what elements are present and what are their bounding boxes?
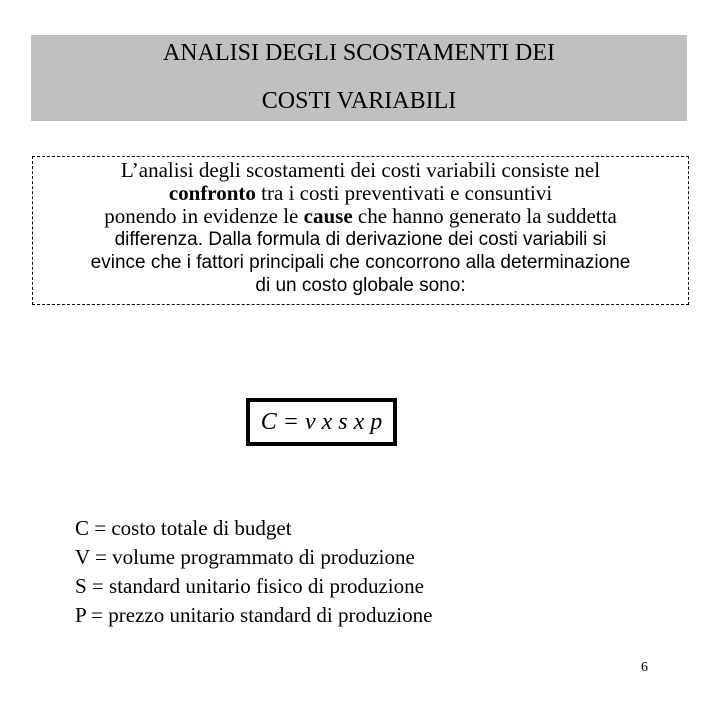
legend-item-s: S = standard unitario fisico di produzione xyxy=(75,574,424,598)
intro-line-4: differenza. Dalla formula di derivazione dei costi variabili si xyxy=(114,229,607,250)
formula-box: C = v x s x p xyxy=(246,398,397,446)
legend-item-p: P = prezzo unitario standard di produzione xyxy=(75,603,433,627)
legend-item-v: V = volume programmato di produzione xyxy=(75,545,415,569)
title-line-1: ANALISI DEGLI SCOSTAMENTI DEI xyxy=(162,40,556,66)
intro-line-1: L’analisi degli scostamenti dei costi variabili consiste nel xyxy=(120,158,601,182)
title-line-2: COSTI VARIABILI xyxy=(261,88,457,114)
intro-line-2 xyxy=(33,182,688,205)
page-number: 6 xyxy=(641,660,648,675)
intro-line-3-rest: che hanno generato la suddetta xyxy=(352,204,617,228)
intro-line-6: di un costo globale sono: xyxy=(255,275,466,296)
intro-paragraph xyxy=(33,159,688,297)
intro-bold-cause: cause xyxy=(303,204,353,228)
title-banner xyxy=(31,35,687,121)
intro-line-5: evince che i fattori principali che concorrono alla determinazione xyxy=(90,252,631,273)
intro-bold-confronto: confronto xyxy=(168,181,256,205)
intro-paragraph-box xyxy=(32,156,689,305)
intro-line-3 xyxy=(33,205,688,228)
intro-line-3-pre: ponendo in evidenze le xyxy=(104,204,304,228)
intro-line-2-rest: tra i costi preventivati e consuntivi xyxy=(255,181,553,205)
legend-item-c: C = costo totale di budget xyxy=(75,516,292,540)
formula-legend xyxy=(75,514,432,630)
